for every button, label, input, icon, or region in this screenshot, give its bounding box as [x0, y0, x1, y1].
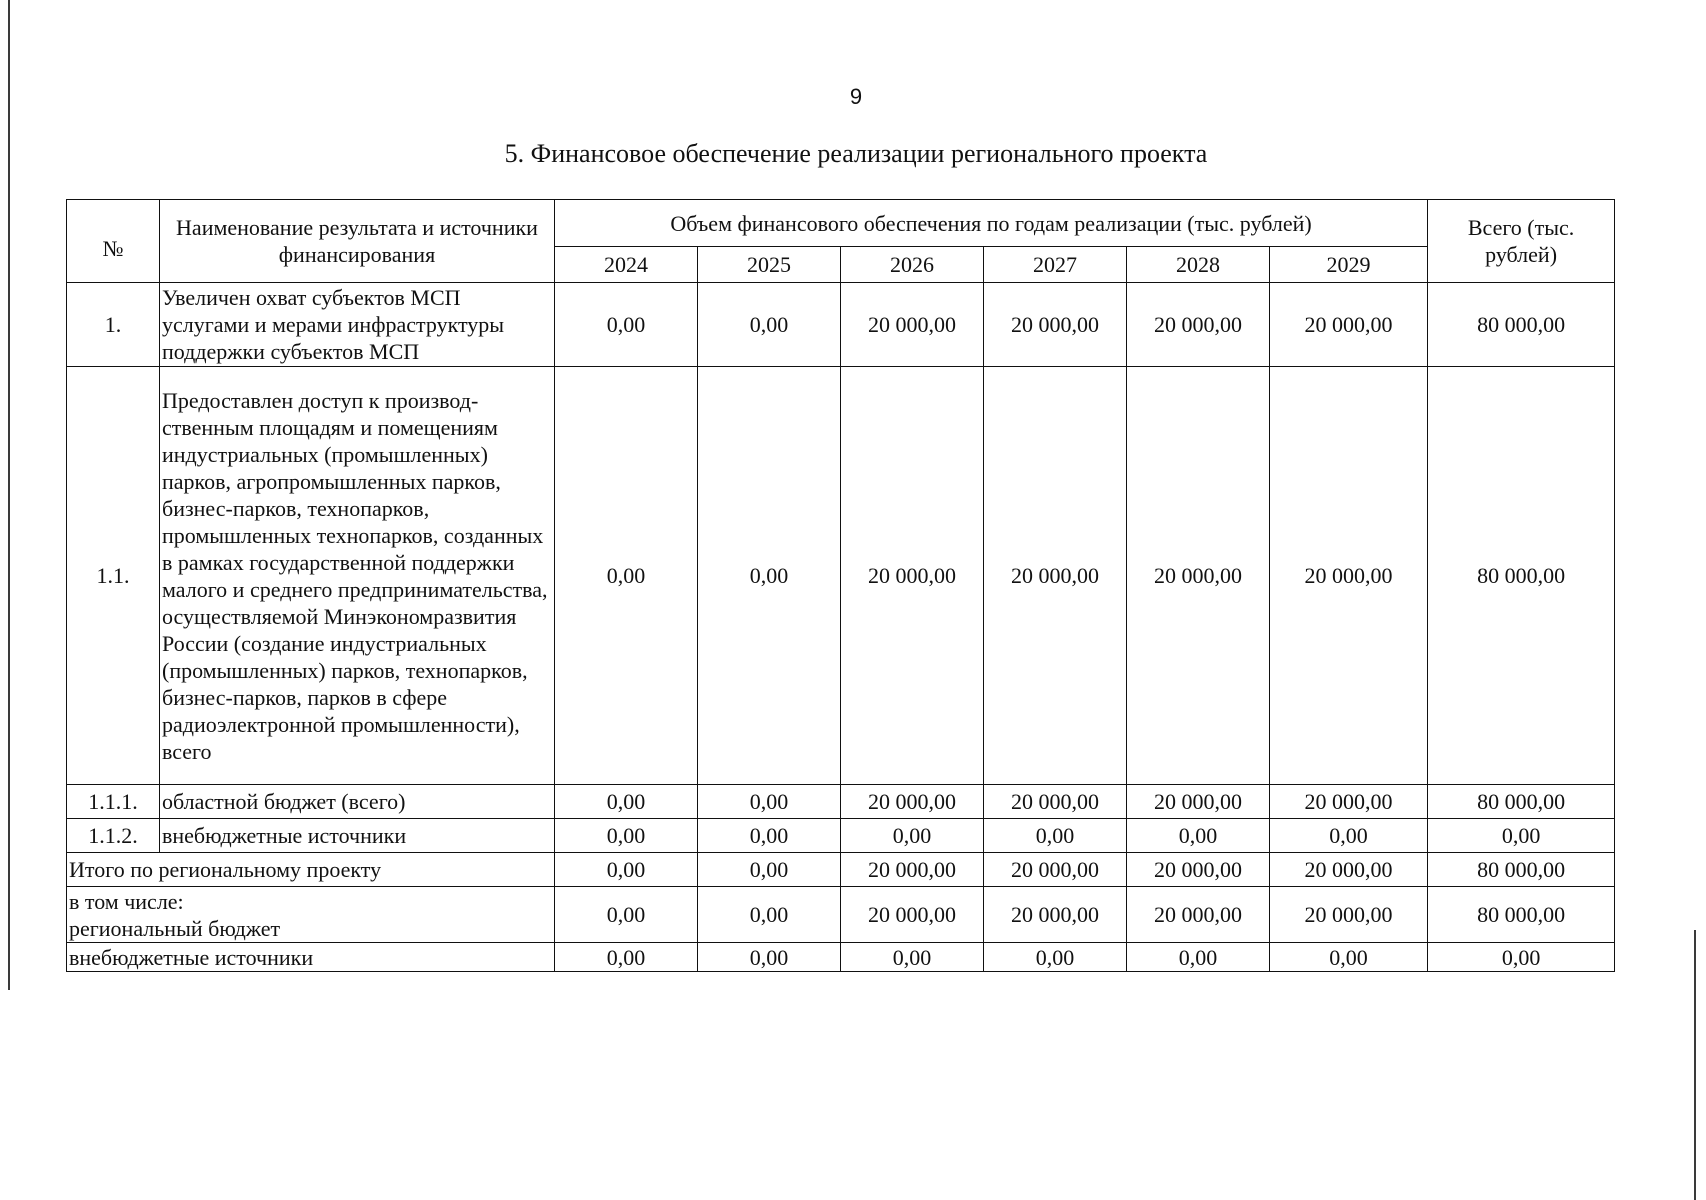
- row-value: 20 000,00: [1270, 785, 1428, 819]
- row-value: 20 000,00: [1127, 283, 1270, 367]
- row-value: 0,00: [698, 283, 841, 367]
- row-number: 1.1.: [67, 367, 160, 785]
- table-row: [67, 785, 1615, 819]
- summary-value: 0,00: [698, 853, 841, 887]
- summary-label-line1: в том числе:: [69, 888, 184, 914]
- row-value: 20 000,00: [1270, 283, 1428, 367]
- summary-value: 20 000,00: [984, 887, 1127, 943]
- header-total: Всего (тыс. рублей): [1428, 200, 1615, 283]
- row-value: 0,00: [1270, 819, 1428, 853]
- row-value: 0,00: [698, 819, 841, 853]
- row-value: 20 000,00: [1127, 367, 1270, 785]
- row-value: 20 000,00: [841, 367, 984, 785]
- summary-value: 0,00: [841, 943, 984, 972]
- financing-table: [66, 199, 1615, 972]
- summary-label: Итого по региональному проекту: [67, 853, 555, 887]
- header-name: Наименование результата и источники финансирования: [160, 200, 555, 283]
- row-value: 0,00: [698, 785, 841, 819]
- row-value: 20 000,00: [984, 785, 1127, 819]
- summary-value: 20 000,00: [984, 853, 1127, 887]
- row-total: 80 000,00: [1428, 785, 1615, 819]
- summary-label: внебюджетные источники: [67, 943, 555, 972]
- header-year: 2026: [841, 247, 984, 283]
- header-year: 2029: [1270, 247, 1428, 283]
- summary-value: 0,00: [555, 943, 698, 972]
- header-year: 2027: [984, 247, 1127, 283]
- scan-edge-right: [1694, 930, 1696, 1200]
- table-row: [67, 283, 1615, 367]
- summary-value: 20 000,00: [841, 887, 984, 943]
- header-volume: Объем финансового обеспечения по годам реализации (тыс. рублей): [555, 200, 1428, 247]
- summary-value: 20 000,00: [1127, 887, 1270, 943]
- row-value: 20 000,00: [1127, 785, 1270, 819]
- row-name: областной бюджет (всего): [160, 785, 555, 819]
- summary-row-total: [67, 853, 1615, 887]
- summary-value: 0,00: [555, 853, 698, 887]
- row-name: Увеличен охват субъектов МСП услугами и мерами инфраструктуры поддержки субъектов МСП: [160, 283, 555, 367]
- header-year: 2028: [1127, 247, 1270, 283]
- summary-value: 0,00: [1270, 943, 1428, 972]
- table-row: [67, 367, 1615, 785]
- row-number: 1.: [67, 283, 160, 367]
- summary-value: 20 000,00: [1127, 853, 1270, 887]
- header-row: [67, 200, 1615, 247]
- row-name: внебюджетные источники: [160, 819, 555, 853]
- row-value: 20 000,00: [984, 367, 1127, 785]
- section-title: 5. Финансовое обеспечение реализации регионального проекта: [504, 139, 1208, 168]
- summary-value: 20 000,00: [1270, 887, 1428, 943]
- row-value: 0,00: [555, 367, 698, 785]
- summary-value: 0,00: [1127, 943, 1270, 972]
- summary-row-extrabudget: [67, 943, 1615, 972]
- row-value: 0,00: [555, 283, 698, 367]
- row-value: 20 000,00: [841, 785, 984, 819]
- summary-label-line2: региональный бюджет: [69, 915, 281, 941]
- header-year: 2024: [555, 247, 698, 283]
- summary-value: 0,00: [698, 887, 841, 943]
- row-name: Предоставлен доступ к производ-ственным площадям и помещениям индустриальных (промышленных) парков, агропромышленных парков, бизнес-парков, технопарков, промышленных технопарков, созданных в рамках государственной поддержки малого и среднего предпринимательства, осуществляемой Минэкономразвития России (создание индустриальных (промышленных) парков, технопарков, бизнес-парков, парков в сфере радиоэлектронной промышленности), всего: [160, 367, 555, 785]
- page-number: 9: [849, 84, 863, 109]
- row-total: 80 000,00: [1428, 367, 1615, 785]
- row-total: 0,00: [1428, 819, 1615, 853]
- row-number: 1.1.2.: [67, 819, 160, 853]
- row-value: 0,00: [1127, 819, 1270, 853]
- header-year: 2025: [698, 247, 841, 283]
- table-row: [67, 819, 1615, 853]
- summary-value: 0,00: [984, 943, 1127, 972]
- summary-row-regional: [67, 887, 1615, 943]
- row-value: 0,00: [698, 367, 841, 785]
- row-value: 0,00: [555, 819, 698, 853]
- summary-value: 20 000,00: [1270, 853, 1428, 887]
- summary-total: 80 000,00: [1428, 853, 1615, 887]
- row-total: 80 000,00: [1428, 283, 1615, 367]
- summary-value: 20 000,00: [841, 853, 984, 887]
- summary-value: 0,00: [698, 943, 841, 972]
- summary-total: 80 000,00: [1428, 887, 1615, 943]
- row-value: 20 000,00: [1270, 367, 1428, 785]
- summary-total: 0,00: [1428, 943, 1615, 972]
- header-number: №: [67, 200, 160, 283]
- row-value: 0,00: [555, 785, 698, 819]
- row-value: 20 000,00: [984, 283, 1127, 367]
- summary-value: 0,00: [555, 887, 698, 943]
- row-value: 0,00: [984, 819, 1127, 853]
- summary-label: [67, 887, 555, 943]
- row-value: 20 000,00: [841, 283, 984, 367]
- row-number: 1.1.1.: [67, 785, 160, 819]
- row-value: 0,00: [841, 819, 984, 853]
